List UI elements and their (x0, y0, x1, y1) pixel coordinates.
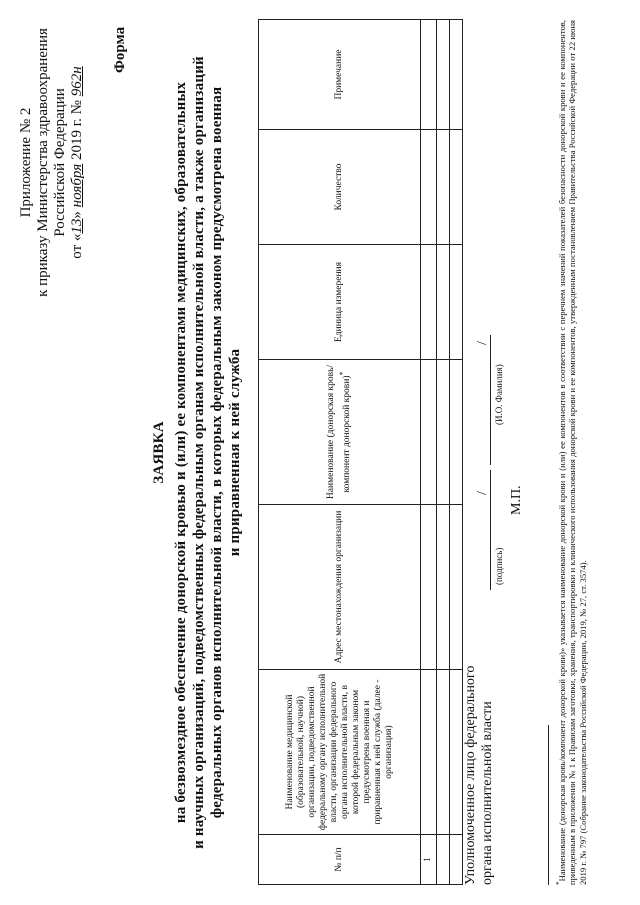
table-cell (450, 130, 463, 245)
table-cell (450, 20, 463, 130)
footnote-mark: * (555, 881, 563, 885)
table-cell (450, 245, 463, 360)
footnote (554, 20, 589, 885)
table-cell (437, 130, 450, 245)
table-cell (450, 835, 463, 885)
request-table (258, 19, 463, 885)
col-header-quantity: Количество (259, 130, 421, 245)
table-cell (437, 20, 450, 130)
table-cell (421, 20, 437, 130)
table-cell (450, 505, 463, 670)
table-cell (437, 245, 450, 360)
document-title (150, 20, 244, 885)
table-cell (421, 130, 437, 245)
footnote-text: Наименование (донорская кровь/компонент донорской крови)» указывается наименование донорской крови и (или) ее компонентов в соответствии с перечнем значений показателей безопасности донорской крови и ее компонентов, приведенным в приложении № 1 к Правилам заготовки, хранения, транспортировки и клинического использования донорской крови и ее компонентов, утвержденным постановлением Правительства Российской Федерации от 22 июня 2019 г. № 797 (Собрание законодательства Российской Федерации, 2019, № 27, ст. 3574). (556, 20, 589, 885)
table-cell (450, 360, 463, 505)
table-row (437, 20, 450, 885)
title-line-2: и научных организаций, подведомственных федеральным органам исполнительной власти, а также организаций (191, 56, 207, 849)
handwritten-order-number: 962н (69, 66, 85, 97)
handwritten-day: 13 (69, 218, 85, 234)
signatory-label (462, 666, 496, 885)
appendix-number: Приложение № 2 (18, 107, 34, 218)
col-header-organization: Наименование медицинской (образовательной, научной) организации, подведомственной федеральному органу исполнительной власти, организации федерального органа исполнительной власти, в которой федеральным законом предусмотрена военная и приравненная к ней служба (далее - организация) (259, 670, 421, 835)
stamp-placeholder: М.П. (509, 485, 524, 515)
col-header-blood-component: Наименование (донорская кровь/компонент донорской крови)* (259, 360, 421, 505)
signature-caption: (подпись) (494, 547, 504, 585)
table-cell-number: 1 (421, 835, 437, 885)
table-cell (437, 505, 450, 670)
table-cell (437, 670, 450, 835)
order-reference: к приказу Министерства здравоохранения (35, 28, 51, 297)
table-header-row (259, 20, 421, 885)
ministry-country: Российской Федерации (52, 88, 68, 237)
signatory-label-line-2: органа исполнительной власти (480, 701, 495, 885)
name-caption: (И.О. Фамилия) (494, 364, 504, 425)
col-header-address: Адрес местонахождения организации (259, 505, 421, 670)
table-row (450, 20, 463, 885)
name-line (490, 335, 491, 465)
title-line-4: и приравненная к ней служба (227, 348, 243, 557)
form-label: Форма (112, 26, 128, 73)
table-cell (437, 835, 450, 885)
col-header-unit: Единица измерения (259, 245, 421, 360)
footnote-divider (548, 725, 549, 885)
title-line-1: на безвозмездное обеспечение донорской кровью и (или) ее компонентами медицинских, образовательных (173, 81, 189, 824)
col-header-note: Примечание (259, 20, 421, 130)
order-date-line: от «13» ноября 2019 г. № 962н (69, 66, 85, 259)
table-cell (437, 360, 450, 505)
name-slash: / (475, 341, 490, 345)
title-line-3: федеральных органов исполнительной власти, в которых федеральным законом предусмотрена военная (209, 86, 225, 819)
signature-slash: / (475, 491, 490, 495)
table-cell (421, 505, 437, 670)
signature-line (490, 470, 491, 590)
handwritten-month: ноября (69, 163, 85, 208)
appendix-header (18, 20, 86, 305)
signatory-label-line-1: Уполномоченное лицо федерального (463, 665, 478, 885)
table-cell (421, 360, 437, 505)
table-cell (421, 245, 437, 360)
col-header-number: № п/п (259, 835, 421, 885)
title-heading: ЗАЯВКА (151, 421, 167, 484)
table-cell (450, 670, 463, 835)
table-cell (421, 670, 437, 835)
table-row (421, 20, 437, 885)
